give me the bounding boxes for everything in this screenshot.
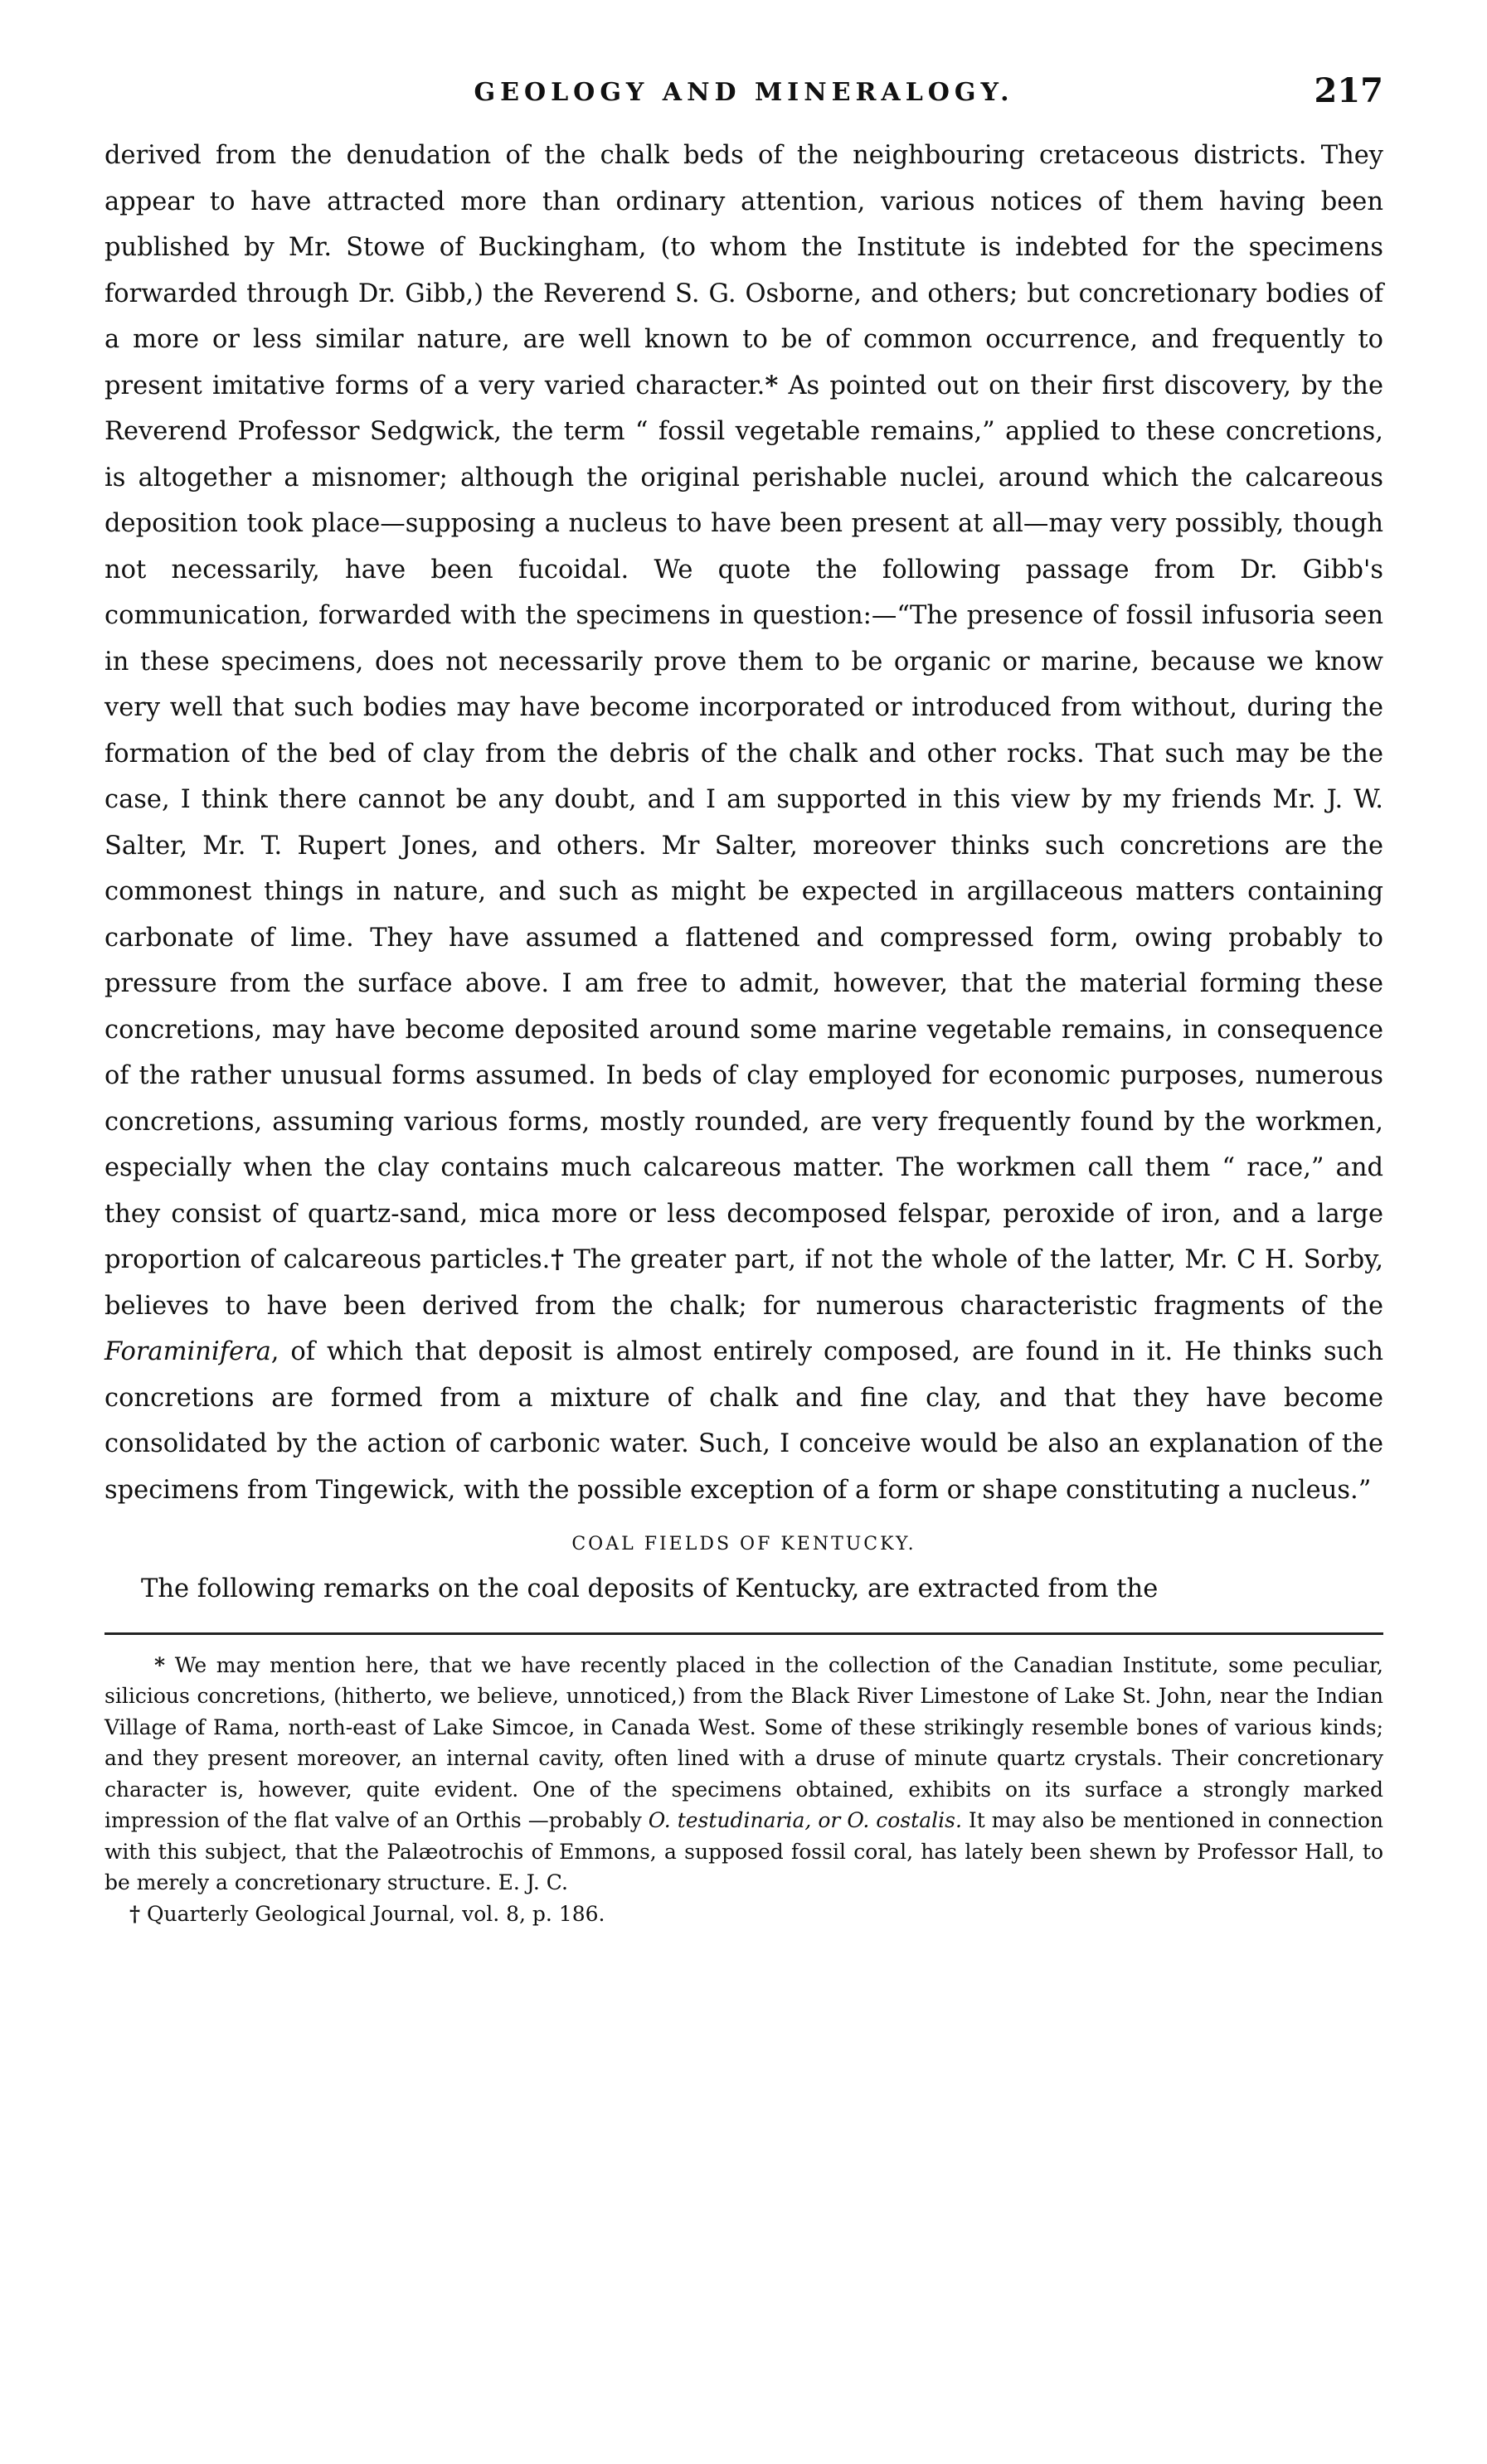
paragraph-text: As pointed out on their first discovery, by the Reverend Professor Sedgwick, the term “ fossil vegetable remains,” applied to these concretions, is altogether a misnomer; although the original perishable nuclei, around which the calcareous deposition took place—supposing a nucleus to have been present at all—may very possibly, though not necessarily, have been fucoidal. We quote the following passage from Dr. Gibb's communication, forwarded with the specimens in question:—“The presence of fossil infusoria seen in these specimens, does not necessarily prove them to be organic or marine, because we know very well that such bodies may have become incorporated or introduced from without, during the formation of the bed of clay from the debris of the chalk and other rocks. That such may be the case, I think there cannot be any doubt, and I am supported in this view by my friends Mr. J. W. Salter, Mr. T. Rupert Jones, and others. Mr Salter, moreover thinks such concretions are the commonest things in nature, and such as might be expected in argillaceous matters containing carbonate of lime. They have assumed a flattened and compressed form, owing probably to pressure from the surface above. I am free to admit, however, that the material forming these concretions, may have become deposited around some marine vegetable remains, in consequence of the rather unusual forms assumed. In beds of clay employed for economic purposes, numerous concretions, assuming various forms, mostly rounded, are very frequently found by the workmen, especially when the clay contains much calcareous matter. The workmen call them “ race,” and they consist of quartz-sand, mica more or less decomposed felspar, peroxide of iron, and a large proportion of calcareous particles. bbox=[104, 371, 1383, 1274]
body-text bbox=[104, 133, 1383, 1613]
footnote-reference-dagger: † bbox=[550, 1244, 565, 1274]
footnote-text: It may also be mentioned in connection with this subject, that the Palæotrochis of Emmons, a supposed fossil coral, has lately been shewn by Professor Hall, to be merely a concretionary structure. E. J. C. bbox=[104, 1808, 1383, 1894]
running-head bbox=[104, 71, 1383, 121]
book-page bbox=[104, 71, 1383, 1929]
page-number: 217 bbox=[1314, 71, 1383, 110]
footnote-italic-species: O. testudinaria, or O. costalis. bbox=[648, 1808, 962, 1832]
footnotes bbox=[104, 1650, 1383, 1930]
paragraph-text: derived from the denudation of the chalk beds of the neighbouring cretaceous districts. They appear to have attracted more than ordinary attention, various notices of them having been published by Mr. Stowe of Buckingham, (to whom the Institute is indebted for the specimens forwarded through Dr. Gibb,) the Reverend S. G. Osborne, and others; but concretionary bodies of a more or less similar nature, are well known to be of common occurrence, and frequently to present imitative forms of a very varied character. bbox=[104, 141, 1383, 400]
footnote-divider bbox=[104, 1632, 1383, 1635]
footnote-marker-asterisk: * bbox=[154, 1652, 166, 1677]
paragraph-kentucky: The following remarks on the coal deposits of Kentucky, are extracted from the bbox=[141, 1574, 1159, 1603]
italic-term-foraminifera: Foraminifera bbox=[104, 1337, 271, 1366]
footnote-2 bbox=[104, 1899, 1383, 1930]
footnote-reference-asterisk: * bbox=[765, 370, 779, 400]
footnote-1 bbox=[104, 1650, 1383, 1899]
footnote-marker-dagger: † bbox=[129, 1901, 141, 1926]
footnote-text: Quarterly Geological Journal, vol. 8, p. 186. bbox=[140, 1901, 605, 1926]
paragraph-text: , of which that deposit is almost entirely composed, are found in it. He thinks such concretions are formed from a mixture of chalk and fine clay, and that they have become consolidated by the action of carbonic water. Such, I conceive would be also an explanation of the specimens from Tingewick, with the possible exception of a form or shape constituting a nucleus.” bbox=[104, 1337, 1383, 1505]
paragraph-text: The greater part, if not the whole of the latter, Mr. C H. Sorby, believes to have been derived from the chalk; for numerous characteristic fragments of the bbox=[104, 1245, 1384, 1321]
paragraph-concretions bbox=[104, 133, 1383, 1513]
section-heading: COAL FIELDS OF KENTUCKY. bbox=[571, 1534, 916, 1555]
running-title: GEOLOGY AND MINERALOGY. bbox=[474, 78, 1014, 107]
footnote-text: We may mention here, that we have recently placed in the collection of the Canadian Institute, some peculiar, silicious concretions, (hitherto, we believe, unnoticed,) from the Black River Limestone of Lake St. John, near the Indian Village of Rama, north-east of Lake Simcoe, in Canada West. Some of these strikingly resemble bones of various kinds; and they present moreover, an internal cavity, often lined with a druse of minute quartz crystals. Their concretionary character is, however, quite evident. One of the specimens obtained, exhibits on its surface a strongly marked impression of the flat valve of an Orthis —probably bbox=[104, 1652, 1383, 1832]
